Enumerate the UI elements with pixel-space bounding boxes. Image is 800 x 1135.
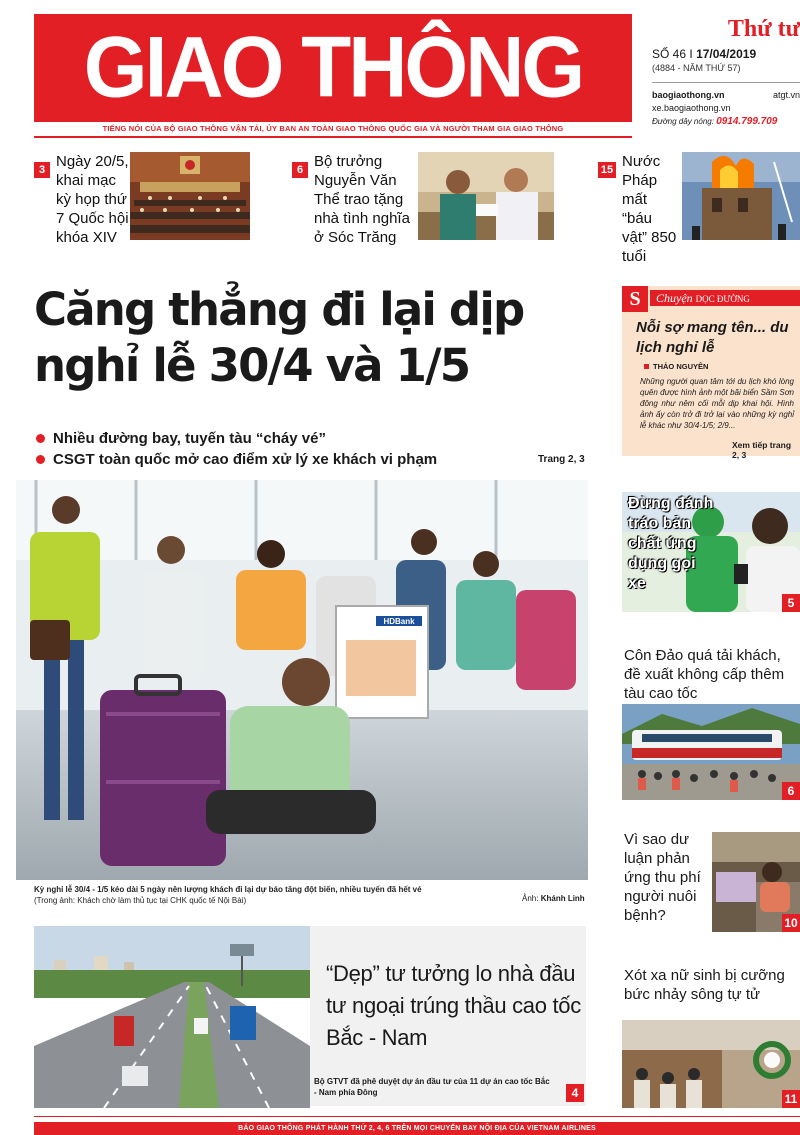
teaser-page-badge: 6: [292, 162, 308, 178]
teaser-text: Ngày 20/5, khai mạc kỳ họp thứ 7 Quốc hội khóa XIV: [56, 153, 129, 246]
masthead-tagline: TIẾNG NÓI CỦA BỘ GIAO THÔNG VẬN TẢI, ỦY BAN AN TOÀN GIAO THÔNG QUỐC GIA VÀ NGƯỜI THAM GIA GIAO THÔNG: [34, 122, 632, 136]
lead-headline[interactable]: [34, 282, 604, 394]
footer-rule: [34, 1116, 800, 1117]
story2-title: “Dẹp” tư tưởng lo nhà đầu tư ngoại trúng thầu cao tốc Bắc - Nam: [326, 961, 581, 1050]
lead-headline-line2: nghỉ lễ 30/4 và 1/5: [34, 339, 470, 392]
story2-box[interactable]: [310, 926, 586, 1106]
column-author: [644, 362, 708, 371]
bullet-dot-icon: [36, 455, 45, 464]
hospital-fee-story[interactable]: [712, 832, 800, 932]
story2-page-badge[interactable]: 4: [566, 1084, 584, 1102]
bullet-dot-icon: [36, 434, 45, 443]
ride-hailing-title: Đừng đánh tráo bản chất ứng dụng gọi xe: [628, 495, 714, 592]
column-label-sub: DỌC ĐƯỜNG: [695, 294, 750, 304]
column-s-icon: S: [622, 286, 648, 312]
teaser-page-badge: 15: [598, 162, 616, 178]
column-continue-link[interactable]: Xem tiếp trang 2, 3: [732, 440, 792, 460]
hotline: [652, 115, 800, 128]
minister-photo: [418, 152, 554, 240]
teaser-text: Bộ trưởng Nguyễn Văn Thể trao tặng nhà tình nghĩa ở Sóc Trăng: [314, 153, 410, 246]
photo-credit: [522, 894, 585, 903]
funeral-photo: [622, 1020, 800, 1108]
teaser-page-badge: 3: [34, 162, 50, 178]
newspaper-logo: GIAO THÔNG: [83, 19, 583, 116]
masthead-rule: [34, 136, 632, 138]
chuyen-header: [622, 286, 800, 308]
lead-bullet: [36, 428, 596, 449]
issue-info: [652, 16, 800, 128]
author-square-icon: [644, 364, 649, 369]
issue-divider: [652, 82, 800, 83]
issue-weekday: Thứ tư: [727, 16, 800, 42]
lead-caption-main: Kỳ nghỉ lễ 30/4 - 1/5 kéo dài 5 ngày nên lượng khách đi lại dự báo tăng đột biến, nhiều tuyến đã hết vé: [34, 885, 422, 894]
site-row: [652, 89, 800, 102]
con-dao-story[interactable]: [622, 704, 800, 800]
site-link-baogiaothong[interactable]: baogiaothong.vn: [652, 90, 725, 100]
column-title: Nỗi sợ mang tên... du lịch nghỉ lễ: [636, 319, 789, 356]
photo-credit-label: Ảnh:: [522, 894, 539, 903]
issue-number-line: [652, 46, 800, 62]
issue-date: 17/04/2019: [696, 47, 757, 61]
lead-page-ref[interactable]: Trang 2, 3: [538, 454, 585, 465]
parliament-photo: [130, 152, 250, 240]
column-author-name: THẢO NGUYÊN: [653, 362, 709, 371]
hospital-fee-title[interactable]: Vì sao dư luận phản ứng thu phí người nuôi bệnh?: [624, 831, 701, 924]
teaser-parliament[interactable]: [34, 152, 250, 246]
lead-caption-detail: (Trong ảnh: Khách chờ làm thủ tục tại CHK quốc tế Nội Bài): [34, 896, 247, 905]
teaser-text: Nước Pháp mất “báu vật” 850 tuổi: [622, 153, 677, 265]
issue-separator: I: [689, 47, 693, 61]
teaser-minister[interactable]: [292, 152, 554, 246]
hotline-label: Đường dây nóng:: [652, 117, 714, 126]
student-story[interactable]: [622, 1020, 800, 1108]
con-dao-title[interactable]: Côn Đảo quá tải khách, đề xuất không cấp thêm tàu cao tốc: [624, 647, 785, 702]
ride-hailing-page-badge: 5: [782, 594, 800, 612]
column-label-main: Chuyện: [656, 291, 693, 305]
teaser-notre-dame[interactable]: [598, 152, 800, 265]
student-story-page-badge: 11: [782, 1090, 800, 1108]
column-label: [650, 290, 800, 306]
site-link-atgt[interactable]: atgt.vn: [772, 90, 800, 100]
expressway-photo: [34, 926, 310, 1108]
lead-caption: [34, 884, 594, 906]
column-body: Những người quan tâm tới du lịch khó lòng quên được hình ảnh một bãi biển Sầm Sơn đông như nêm cối mỗi dịp khai hội. Hình ảnh ấy còn trở đi trở lại vào những kỳ nghỉ lễ khác như 30/4-1/5; 2/9...: [640, 377, 794, 430]
chuyen-doc-duong-box[interactable]: [622, 286, 800, 460]
issue-extra: (4884 - NĂM THỨ 57): [652, 63, 741, 73]
airport-waiting-photo: [16, 480, 588, 880]
site-link-xe[interactable]: xe.baogiaothong.vn: [652, 103, 731, 113]
lead-bullet-text: Nhiều đường bay, tuyến tàu “cháy vé”: [53, 430, 326, 447]
masthead: [34, 14, 632, 136]
hotline-number: 0914.799.709: [716, 116, 778, 127]
lead-headline-line1: Căng thẳng đi lại dịp: [34, 283, 524, 336]
lead-bullet: [36, 449, 596, 470]
issue-number: SỐ 46: [652, 47, 687, 61]
highway-photo: [34, 926, 310, 1108]
ride-hailing-story[interactable]: [622, 492, 800, 612]
con-dao-page-badge: 6: [782, 782, 800, 800]
fire-photo: [682, 152, 800, 240]
hospital-fee-page-badge: 10: [782, 914, 800, 932]
lead-photo: [16, 480, 588, 880]
photo-credit-name: Khánh Linh: [540, 894, 585, 903]
con-dao-ferry-photo: [622, 704, 800, 800]
student-story-title[interactable]: Xót xa nữ sinh bị cưỡng bức nhảy sông tự tử: [624, 967, 785, 1003]
bank-sign: HDBank: [383, 617, 415, 626]
footer-banner: BÁO GIAO THÔNG PHÁT HÀNH THỨ 2, 4, 6 TRÊN MỌI CHUYẾN BAY NỘI ĐỊA CỦA VIETNAM AIRLINES: [34, 1122, 800, 1135]
lead-bullet-text: CSGT toàn quốc mở cao điểm xử lý xe khách vi phạm: [53, 451, 438, 468]
story2-subtitle: Bộ GTVT đã phê duyệt dự án đầu tư của 11 dự án cao tốc Bắc - Nam phía Đông: [314, 1077, 550, 1097]
lead-bullets: [36, 428, 596, 470]
